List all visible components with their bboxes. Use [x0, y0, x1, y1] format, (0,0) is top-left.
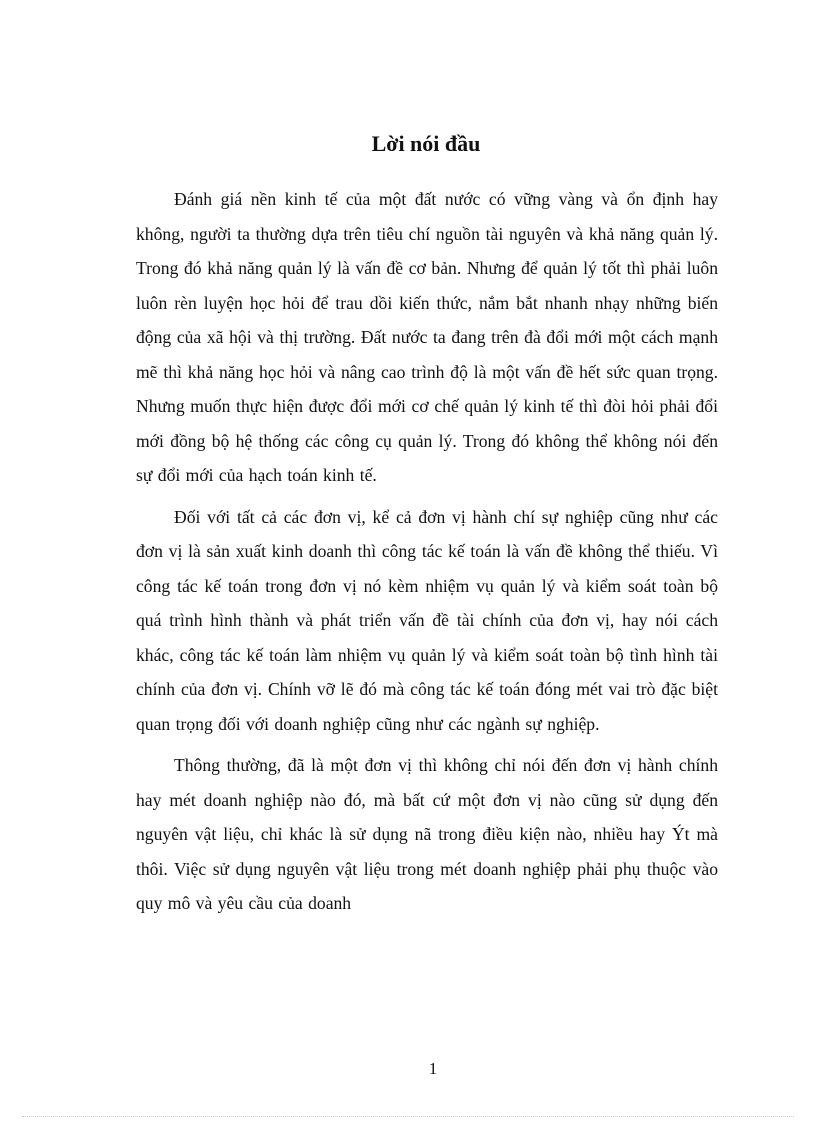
paragraph-1: Đánh giá nền kinh tế của một đất nước có vững vàng và ổn định hay không, người ta thường dựa trên tiêu chí nguồn tài nguyên và khả năng quản lý. Trong đó khả năng quản lý là vấn đề cơ bản. Nhưng để quản lý tốt thì phải luôn luôn rèn luyện học hỏi để trau dồi kiến thức, nắm bắt nhanh nhạy những biến động của xã hội và thị trường. Đất nước ta đang trên đà đổi mới một cách mạnh mẽ thì khả năng học hỏi và nâng cao trình độ là một vấn đề hết sức quan trọng. Nhưng muốn thực hiện được đổi mới cơ chế quản lý kinh tế thì đòi hỏi phải đổi mới đồng bộ hệ thống các công cụ quản lý. Trong đó không thể không nói đến sự đổi mới của hạch toán kinh tế.: [136, 189, 718, 485]
page-bottom-divider: [22, 1116, 794, 1117]
page-number: 1: [428, 1059, 438, 1078]
page-title: Lời nói đầu: [371, 131, 481, 156]
body-text: [136, 182, 718, 928]
paragraph-3: Thông thường, đã là một đơn vị thì không chỉ nói đến đơn vị hành chính hay mét doanh nghiệp nào đó, mà bất cứ một đơn vị nào cũng sử dụng đến nguyên vật liệu, chỉ khác là sử dụng nã trong điều kiện nào, nhiều hay Ýt mà thôi. Việc sử dụng nguyên vật liệu trong mét doanh nghiệp phải phụ thuộc vào quy mô và yêu cầu của doanh: [136, 755, 718, 913]
paragraph-2: Đối với tất cả các đơn vị, kể cả đơn vị hành chí sự nghiệp cũng như các đơn vị là sản xuất kinh doanh thì công tác kế toán là vấn đề không thể thiếu. Vì công tác kế toán trong đơn vị nó kèm nhiệm vụ quản lý và kiểm soát toàn bộ quá trình hình thành và phát triển vấn đề tài chính của đơn vị, hay nói cách khác, công tác kế toán làm nhiệm vụ quản lý và kiểm soát toàn bộ tình hình tài chính của đơn vị. Chính vỡ lẽ đó mà công tác kế toán đóng mét vai trò đặc biệt quan trọng đối với doanh nghiệp cũng như các ngành sự nghiệp.: [136, 506, 718, 734]
